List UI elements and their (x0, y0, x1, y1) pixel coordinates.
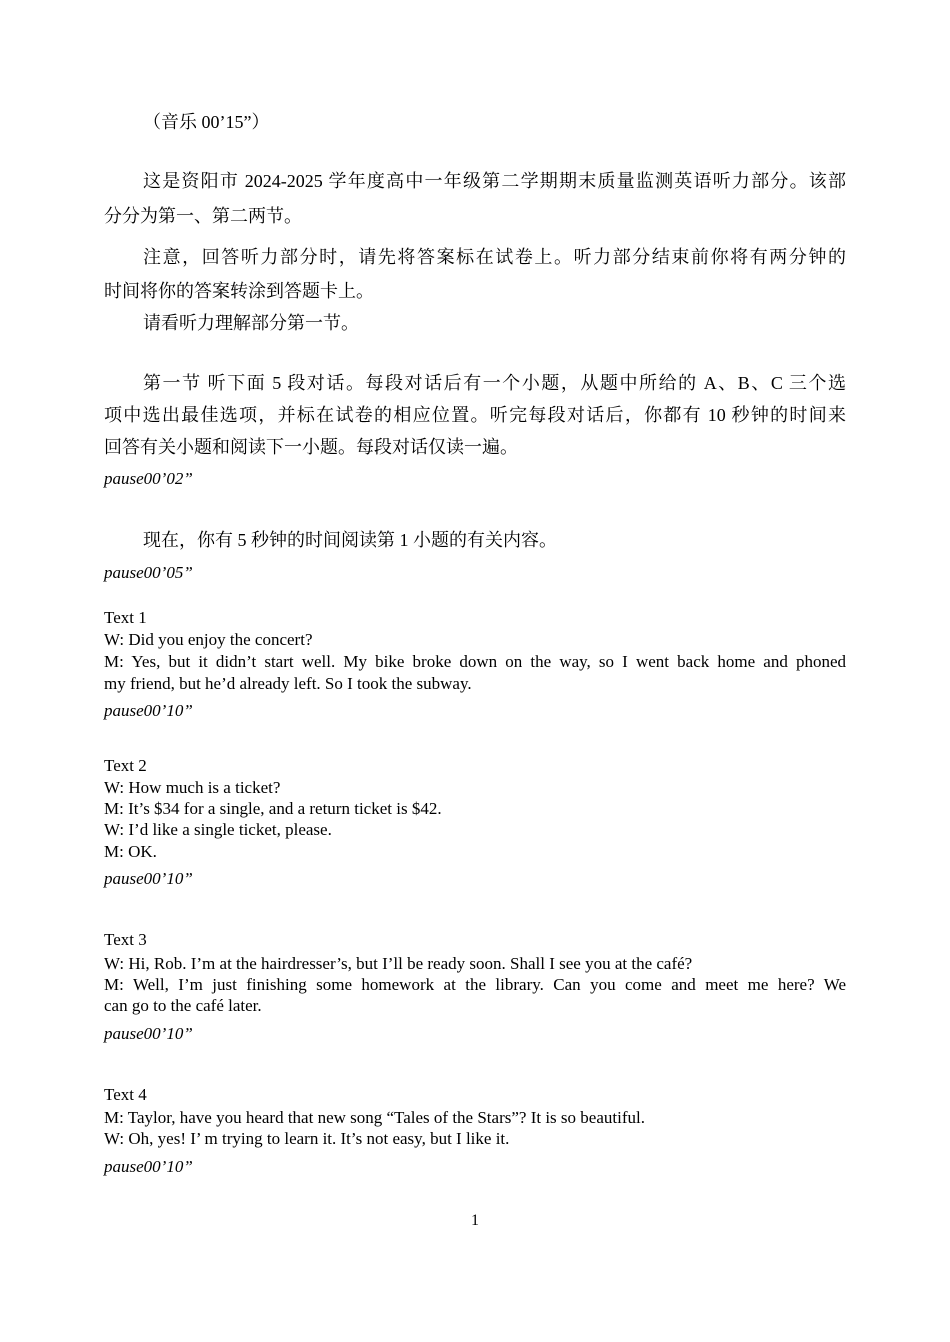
text3-line2: M: Well, I’m just finishing some homework at the library. Can you come and meet me here? We (104, 975, 846, 994)
section1-line2: 项中选出最佳选项，并标在试卷的相应位置。听完每段对话后，你都有 10 秒钟的时间来 (104, 405, 846, 425)
text3-pause: pause00’10” (104, 1024, 193, 1043)
text1-line3: my friend, but he’d already left. So I took the subway. (104, 674, 472, 693)
reading-note: 现在，你有 5 秒钟的时间阅读第 1 小题的有关内容。 (143, 530, 557, 550)
text4-title: Text 4 (104, 1085, 147, 1104)
section1-line1: 第一节 听下面 5 段对话。每段对话后有一个小题，从题中所给的 A、B、C 三个选 (143, 373, 846, 393)
intro-para3: 请看听力理解部分第一节。 (143, 313, 359, 333)
intro-para2-line1: 注意，回答听力部分时，请先将答案标在试卷上。听力部分结束前你将有两分钟的 (143, 247, 846, 267)
text2-line1: W: How much is a ticket? (104, 778, 281, 797)
text3-line3: can go to the café later. (104, 996, 262, 1015)
intro-para1-line2: 分分为第一、第二两节。 (104, 206, 302, 226)
text2-line3: W: I’d like a single ticket, please. (104, 820, 332, 839)
text1-pause: pause00’10” (104, 701, 193, 720)
text4-pause: pause00’10” (104, 1157, 193, 1176)
text2-title: Text 2 (104, 756, 147, 775)
text4-line1: M: Taylor, have you heard that new song “Tales of the Stars”? It is so beautiful. (104, 1108, 645, 1127)
reading-pause: pause00’05” (104, 563, 193, 582)
page-number: 1 (471, 1212, 479, 1229)
text3-title: Text 3 (104, 930, 147, 949)
section1-pause: pause00’02” (104, 469, 193, 488)
text1-title: Text 1 (104, 608, 147, 627)
music-note: （音乐 00’15”） (143, 112, 270, 132)
section1-line3: 回答有关小题和阅读下一小题。每段对话仅读一遍。 (104, 437, 518, 457)
text1-line2: M: Yes, but it didn’t start well. My bike broke down on the way, so I went back home and phoned (104, 652, 846, 671)
text2-line2: M: It’s $34 for a single, and a return ticket is $42. (104, 799, 442, 818)
intro-para1-line1: 这是资阳市 2024-2025 学年度高中一年级第二学期期末质量监测英语听力部分。该部 (143, 171, 846, 191)
text2-line4: M: OK. (104, 842, 157, 861)
intro-para2-line2: 时间将你的答案转涂到答题卡上。 (104, 281, 374, 301)
text4-line2: W: Oh, yes! I’ m trying to learn it. It’s not easy, but I like it. (104, 1129, 510, 1148)
text1-line1: W: Did you enjoy the concert? (104, 630, 313, 649)
text2-pause: pause00’10” (104, 869, 193, 888)
text3-line1: W: Hi, Rob. I’m at the hairdresser’s, but I’ll be ready soon. Shall I see you at the café? (104, 954, 693, 973)
